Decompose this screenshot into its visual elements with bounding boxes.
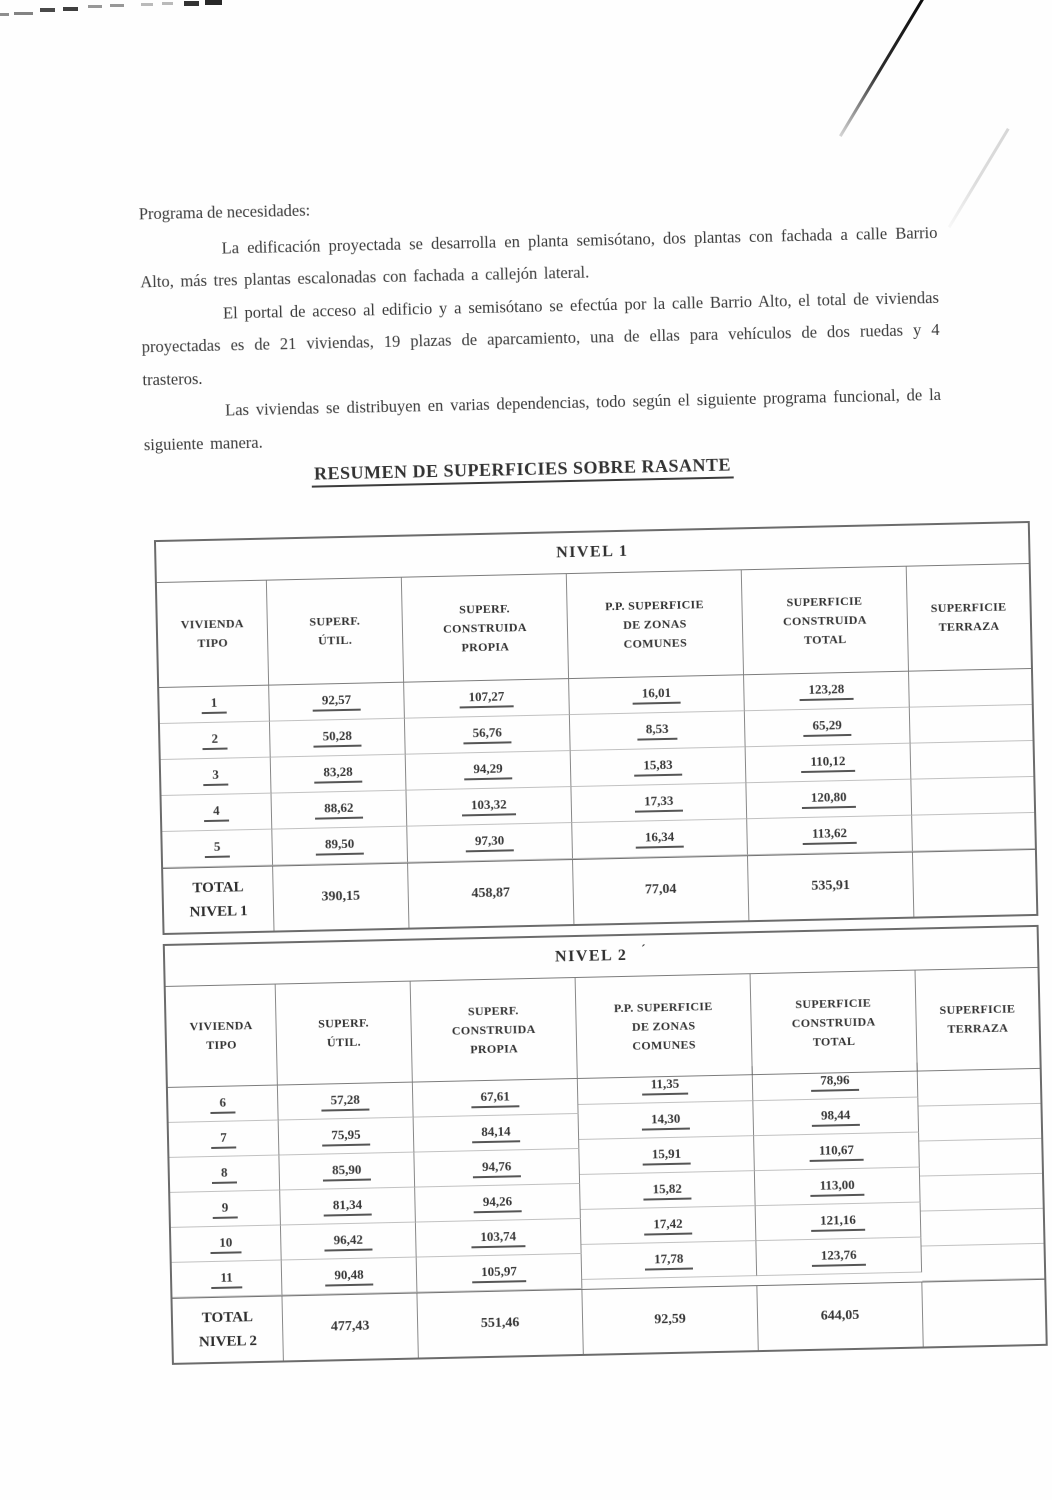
intro-heading: Programa de necesidades: <box>138 200 311 224</box>
table-cell <box>745 708 911 748</box>
table-cell <box>755 1168 921 1207</box>
cell-value: 90,48 <box>325 1266 373 1286</box>
table-cell <box>272 791 408 830</box>
cell-value: 11 <box>211 1269 242 1289</box>
table-cell <box>919 1139 1042 1177</box>
cell-value: 11,35 <box>641 1075 688 1095</box>
intro-block <box>138 181 942 461</box>
total-value: 535,91 <box>748 853 914 921</box>
table-cell <box>753 1063 919 1102</box>
cell-value: 110,67 <box>810 1141 863 1161</box>
cell-value: 17,78 <box>645 1250 693 1270</box>
table-cell <box>413 1079 579 1118</box>
cell-value: 78,96 <box>811 1071 859 1091</box>
cell-value: 75,95 <box>322 1126 370 1146</box>
cell-value: 2 <box>202 731 227 751</box>
table-cell <box>161 758 272 796</box>
table-nivel-2 <box>163 925 1048 1365</box>
table-cell <box>920 1174 1043 1212</box>
table-cell <box>405 715 571 755</box>
table-cell <box>754 1133 920 1172</box>
cell-value: 14,30 <box>642 1110 690 1130</box>
cell-value: 15,83 <box>634 757 682 777</box>
table-cell <box>406 787 572 827</box>
column-header: SUPERF. CONSTRUIDA PROPIA <box>402 574 569 682</box>
table-cell <box>269 683 405 722</box>
table-cell <box>746 744 912 784</box>
total-value: 77,04 <box>573 856 749 924</box>
cell-value: 120,80 <box>802 789 856 809</box>
section-title: RESUMEN DE SUPERFICIES SOBRE RASANTE <box>312 454 734 487</box>
table-cell <box>571 747 747 787</box>
cell-value: 4 <box>204 803 229 823</box>
table-cell <box>169 1121 280 1158</box>
table-cell <box>168 1086 279 1123</box>
cell-value: 88,62 <box>315 800 363 820</box>
table-nivel-1-body <box>159 669 1035 868</box>
cell-value: 113,62 <box>803 825 856 845</box>
cell-value: 123,76 <box>812 1246 866 1266</box>
cell-value: 94,26 <box>474 1193 522 1213</box>
cell-value: 10 <box>210 1234 241 1254</box>
cell-value: 94,29 <box>464 760 512 780</box>
scan-smudge <box>184 1 199 6</box>
table-cell <box>578 1066 754 1105</box>
table-cell <box>570 711 746 751</box>
column-header: SUPERFICIE TERRAZA <box>939 1001 1016 1036</box>
cell-value: 97,30 <box>466 832 514 852</box>
column-header: VIVIENDA TIPO <box>166 985 278 1087</box>
table-cell <box>415 1184 581 1223</box>
cell-value: 17,42 <box>644 1215 692 1235</box>
column-header: P.P. SUPERFICIE DE ZONAS COMUNES <box>567 570 744 678</box>
table-cell <box>171 1225 282 1262</box>
total-value <box>913 850 1036 917</box>
table-cell <box>910 705 1033 744</box>
table-cell <box>282 1258 418 1296</box>
body-paragraph-2: El portal de acceso al edificio y a semisótano se efectúa por la calle Barrio Alto, el total de viviendas proyectadas es de 21 viviendas, 19 plazas de aparcamiento, una de ellas para vehículos de dos ruedas y 4 trasteros. <box>141 287 940 389</box>
cell-value: 121,16 <box>811 1211 865 1231</box>
total-value: 477,43 <box>282 1294 418 1361</box>
table-cell <box>756 1238 922 1277</box>
table-cell <box>279 1153 415 1191</box>
total-value: 551,46 <box>417 1290 583 1358</box>
cell-value: 50,28 <box>313 728 361 748</box>
table-cell <box>271 755 407 794</box>
scan-smudge <box>141 3 153 6</box>
cell-value: 8,53 <box>637 721 678 741</box>
cell-value: 57,28 <box>321 1091 369 1111</box>
total-label: TOTAL NIVEL 1 <box>163 867 274 933</box>
table-cell <box>921 1209 1044 1247</box>
table-cell <box>407 823 573 863</box>
body-paragraph-1: La edificación proyectada se desarrolla en planta semisótano, dos plantas con fachada a calle Barrio Alto, más tres plantas escalonadas con fachada a callejón lateral. <box>140 222 938 292</box>
cell-value: 5 <box>205 839 230 859</box>
table-cell <box>912 813 1035 852</box>
cell-value: 1 <box>202 695 227 715</box>
table-cell <box>922 1244 1045 1282</box>
cell-value: 89,50 <box>316 836 364 856</box>
table-cell <box>162 830 273 868</box>
column-header: VIVIENDA TIPO <box>157 581 269 687</box>
table-nivel-1 <box>154 521 1038 935</box>
cell-value: 105,97 <box>472 1263 526 1283</box>
table-cell <box>170 1190 281 1227</box>
table-cell <box>753 1098 919 1137</box>
table-cell <box>159 686 270 724</box>
cell-value: 98,44 <box>812 1106 860 1126</box>
table-title-text: NIVEL 2 <box>554 946 628 966</box>
body-paragraph-3: Las viviendas se distribuyen en varias dependencias, todo según el siguiente programa funcional, de la siguiente manera. <box>143 384 942 454</box>
table-nivel-2-body <box>168 1069 1044 1298</box>
cell-value: 16,01 <box>633 685 681 705</box>
scan-smudge <box>162 2 173 5</box>
table-cell <box>918 1069 1041 1107</box>
table-cell <box>578 1101 754 1140</box>
table-cell <box>404 679 570 719</box>
total-value: 644,05 <box>757 1283 923 1351</box>
cell-value: 81,34 <box>324 1196 372 1216</box>
table-cell <box>162 794 273 832</box>
cell-value: 83,28 <box>314 764 362 784</box>
scan-smudge <box>205 0 222 5</box>
cell-value: 8 <box>212 1164 237 1184</box>
table-cell <box>169 1156 280 1193</box>
table-cell <box>279 1118 415 1156</box>
table-cell <box>414 1149 580 1188</box>
table-title-text: NIVEL 1 <box>555 542 629 562</box>
column-header: SUPERFICIE CONSTRUIDA TOTAL <box>751 971 918 1075</box>
table-cell <box>571 783 747 823</box>
table-nivel-1-header-row <box>157 563 1031 688</box>
cell-value: 107,27 <box>459 688 513 708</box>
table-cell <box>280 1188 416 1226</box>
table-cell <box>416 1219 582 1258</box>
total-value: 92,59 <box>582 1286 758 1354</box>
cell-value: 96,42 <box>324 1231 372 1251</box>
cell-value: 85,90 <box>323 1161 371 1181</box>
column-header: SUPERF. ÚTIL. <box>267 578 404 685</box>
table-cell <box>911 777 1034 816</box>
table-cell <box>406 751 572 791</box>
cell-value: 103,32 <box>462 796 516 816</box>
cell-value: 94,76 <box>473 1158 521 1178</box>
table-cell <box>160 722 271 760</box>
table-cell <box>281 1223 417 1261</box>
cell-value: 6 <box>210 1094 235 1114</box>
table-cell <box>580 1171 756 1210</box>
cell-value: 56,76 <box>463 724 511 744</box>
cell-value: 15,91 <box>643 1145 691 1165</box>
column-header: P.P. SUPERFICIE DE ZONAS COMUNES <box>576 974 753 1078</box>
table-cell <box>572 819 748 859</box>
cell-value: 9 <box>213 1199 238 1219</box>
cell-value: 3 <box>203 767 228 787</box>
scan-smudge <box>88 5 102 8</box>
column-header: SUPERF. CONSTRUIDA PROPIA <box>411 978 578 1082</box>
table-cell <box>581 1206 757 1245</box>
table-cell <box>278 1083 414 1121</box>
cell-value: 110,12 <box>801 753 854 773</box>
cell-value: 84,14 <box>472 1123 520 1143</box>
table-cell <box>272 827 408 866</box>
table-cell <box>909 669 1032 708</box>
table-cell <box>747 816 913 856</box>
column-header: SUPERFICIE CONSTRUIDA TOTAL <box>742 567 909 675</box>
cell-value: 92,57 <box>313 692 361 712</box>
cell-value: 113,00 <box>810 1176 863 1196</box>
cell-value: 103,74 <box>471 1228 525 1248</box>
table-cell <box>918 1104 1041 1142</box>
table-cell <box>911 741 1034 780</box>
table-cell <box>581 1241 757 1280</box>
table-cell <box>172 1260 283 1297</box>
cell-value: 16,34 <box>636 829 684 849</box>
total-value <box>922 1280 1045 1347</box>
cell-value: 67,61 <box>471 1088 519 1108</box>
table-cell <box>414 1114 580 1153</box>
scan-smudge <box>110 4 124 7</box>
scan-stray-mark: ´ <box>641 941 648 957</box>
table-cell <box>746 780 912 820</box>
total-value: 458,87 <box>408 860 574 928</box>
table-cell <box>744 672 910 712</box>
cell-value: 17,33 <box>635 793 683 813</box>
total-value: 390,15 <box>273 864 409 931</box>
column-header: SUPERF. ÚTIL. <box>276 982 413 1085</box>
table-cell <box>270 719 406 758</box>
table-cell <box>569 675 745 715</box>
cell-value: 7 <box>211 1129 236 1149</box>
total-label: TOTAL NIVEL 2 <box>173 1296 284 1362</box>
cell-value: 123,28 <box>799 681 853 701</box>
table-cell <box>579 1136 755 1175</box>
cell-value: 65,29 <box>803 717 851 737</box>
table-cell <box>756 1203 922 1242</box>
cell-value: 15,82 <box>643 1180 691 1200</box>
table-cell <box>417 1254 583 1293</box>
column-header: SUPERFICIE TERRAZA <box>930 599 1007 634</box>
